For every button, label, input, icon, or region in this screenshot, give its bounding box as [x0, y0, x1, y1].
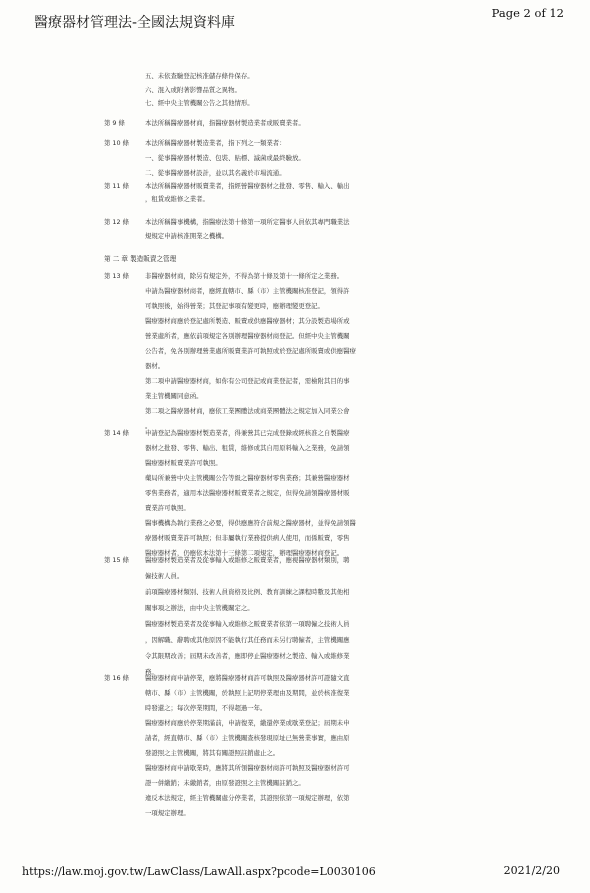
- source-url[interactable]: https://law.moj.gov.tw/LawClass/LawAll.aspx?pcode=L0030106: [22, 865, 376, 878]
- article-text-line: 請者，經直轄市、縣（市）主管機關查核發現原址已無營業事實，應由原: [145, 734, 350, 742]
- article-text-line: 醫療器材商申請歇業時，應將其所領醫療器材商許可執照及醫療器材許可: [145, 764, 350, 772]
- article-number: 第 9 條: [104, 119, 125, 127]
- article-number: 第 14 條: [104, 429, 129, 437]
- article-number: 第 16 條: [104, 674, 129, 682]
- article-text-line: 醫療器材者，仍應依本法第十三條第二項規定，辦理醫療器材商登記。: [145, 549, 344, 557]
- article-text-line: 醫療器材商應於停業期滿前，申請復業，繳還停業或歇業登記；屆期未申: [145, 719, 350, 727]
- article-text-line: 關事項之辦法，由中央主管機關定之。: [145, 604, 254, 612]
- chapter-heading: 第 二 章 製造販賣之管理: [104, 255, 177, 263]
- list-item: 五、未依查驗登記核准儲存條件保存。: [145, 72, 254, 80]
- article-text-line: 務。: [145, 668, 158, 676]
- article-text-line: 器材。: [145, 362, 165, 370]
- article-text-line: 一、從事醫療器材製造、包裝、貼標、滅菌或最終驗放。: [145, 154, 305, 162]
- article-text-line: 轄市、縣（市）主管機關，於執照上記明停業理由及期間，並於核准復業: [145, 689, 350, 697]
- article-text-line: 證一併繳銷；未繳銷者，由原發證照之主管機關註銷之。: [145, 779, 305, 787]
- article-text-line: ，因解職、辭聘或其他原因不能執行其任務而未另行聘僱者，主管機關應: [145, 636, 350, 644]
- article-text-line: 賣業許可執照。: [145, 504, 190, 512]
- article-text-line: 非醫療器材商，除另有規定外，不得為第十條及第十一條所定之業務。: [145, 272, 344, 280]
- article-text-line: 本法所稱醫療器材製造業者，指下列之一類業者：: [145, 139, 286, 147]
- article-text-line: 本法所稱醫事機構，指醫療法第十條第一項所定醫事人員依其專門職業法: [145, 218, 350, 226]
- article-text-line: 器材之批發、零售、輸出、租賃，維修或其自用原料輸入之業務，免請領: [145, 444, 350, 452]
- article-text-line: 違反本法規定，經主管機關處分停業者，其證照依第一項規定辦理，依第: [145, 794, 350, 802]
- article-text-line: 第二項之醫療器材商，應依工業團體法或商業團體法之規定加入同業公會: [145, 407, 350, 415]
- article-text-line: 規規定申請核准開業之機構。: [145, 232, 229, 240]
- article-text-line: 時發還之；每次停業期間，不得超過一年。: [145, 704, 267, 712]
- article-text-line: 本法所稱醫療器材販賣業者，指經營醫療器材之批發、零售、輸入、輸出: [145, 182, 350, 190]
- document-title: 醫療器材管理法-全國法規資料庫: [34, 15, 236, 31]
- article-text-line: 申請為醫療器材商者，應經直轄市、縣（市）主管機關核准登記，領得許: [145, 287, 350, 295]
- page-number: Page 2 of 12: [491, 6, 564, 20]
- article-text-line: 業主管機關同意函。: [145, 392, 203, 400]
- article-text-line: 僱技術人員。: [145, 572, 184, 580]
- article-number: 第 12 條: [104, 218, 129, 226]
- article-text-line: 公告者，免各別辦理營業處所販賣業許可執照或於登記處所販賣或供應醫療: [145, 347, 356, 355]
- article-text-line: 醫療器材販賣業許可執照。: [145, 459, 222, 467]
- article-text-line: 零售業務者，適用本法醫療器材販賣業者之規定，但得免請領醫療器材販: [145, 489, 350, 497]
- list-item: 七、經中央主管機關公告之其他情形。: [145, 99, 254, 107]
- article-text-line: 令其限期改善；屆期未改善者，應即停止醫療器材之製造、輸入或維修業: [145, 652, 350, 660]
- article-text-line: 。: [145, 422, 152, 430]
- article-number: 第 15 條: [104, 556, 129, 564]
- article-text-line: 醫療器材製造業者及從事輸入或維修之販賣業者，應視醫療器材類別，聘: [145, 556, 350, 564]
- article-number: 第 10 條: [104, 139, 129, 147]
- article-text-line: 療器材販賣業許可執照；但非屬執行業務提供病人使用，而係販賣，零售: [145, 534, 350, 542]
- article-number: 第 13 條: [104, 272, 129, 280]
- print-date: 2021/2/20: [503, 864, 560, 877]
- list-item: 六、混入或附著影響品質之異物。: [145, 86, 241, 94]
- article-text-line: 前項醫療器材類別、技術人員資格及比例、教育訓練之課程時數及其他相: [145, 588, 350, 596]
- article-text-line: 可執照後，始得營業；其登記事項有變更時，應辦理變更登記。: [145, 302, 324, 310]
- article-text-line: 醫療器材製造業者及從事輸入或維修之販賣業者依第一項聘僱之技術人員: [145, 620, 350, 628]
- article-text-line: 一項規定辦理。: [145, 809, 190, 817]
- article-text-line: 發證照之主管機關，將其有關證照註銷處止之。: [145, 749, 280, 757]
- article-number: 第 11 條: [104, 182, 129, 190]
- article-text-line: ，租賃或維修之業者。: [145, 195, 209, 203]
- article-text-line: 醫療器材商申請停業，應將醫療器材商許可執照及醫療器材許可證隨文直: [145, 674, 350, 682]
- article-text-line: 醫事機構為執行業務之必要，得供應應符合前規之醫療器材，並得免請領醫: [145, 519, 356, 527]
- article-text-line: 本法所稱醫療器材商，指醫療器材製造業者或販賣業者。: [145, 119, 305, 127]
- article-text-line: 申請登記為醫療器材製造業者，得兼營其已完成登錄或經核准之自製醫療: [145, 429, 350, 437]
- article-text-line: 營業處所者，應依前項規定各別辦理醫療器材商登記。但經中央主管機關: [145, 332, 350, 340]
- article-text-line: 第二項申請醫療器材商，如你有公司登記或商業登記者，需檢附其目的事: [145, 377, 350, 385]
- article-text-line: 藥局所兼營中央主管機關公告等級之醫療器材零售業務；其兼營醫療器材: [145, 474, 350, 482]
- article-text-line: 醫療器材商應於登記處所製造、販賣或供應醫療器材；其分設製造場所或: [145, 317, 350, 325]
- article-text-line: 二、從事醫療器材設計，並以其名義於市場流通。: [145, 169, 286, 177]
